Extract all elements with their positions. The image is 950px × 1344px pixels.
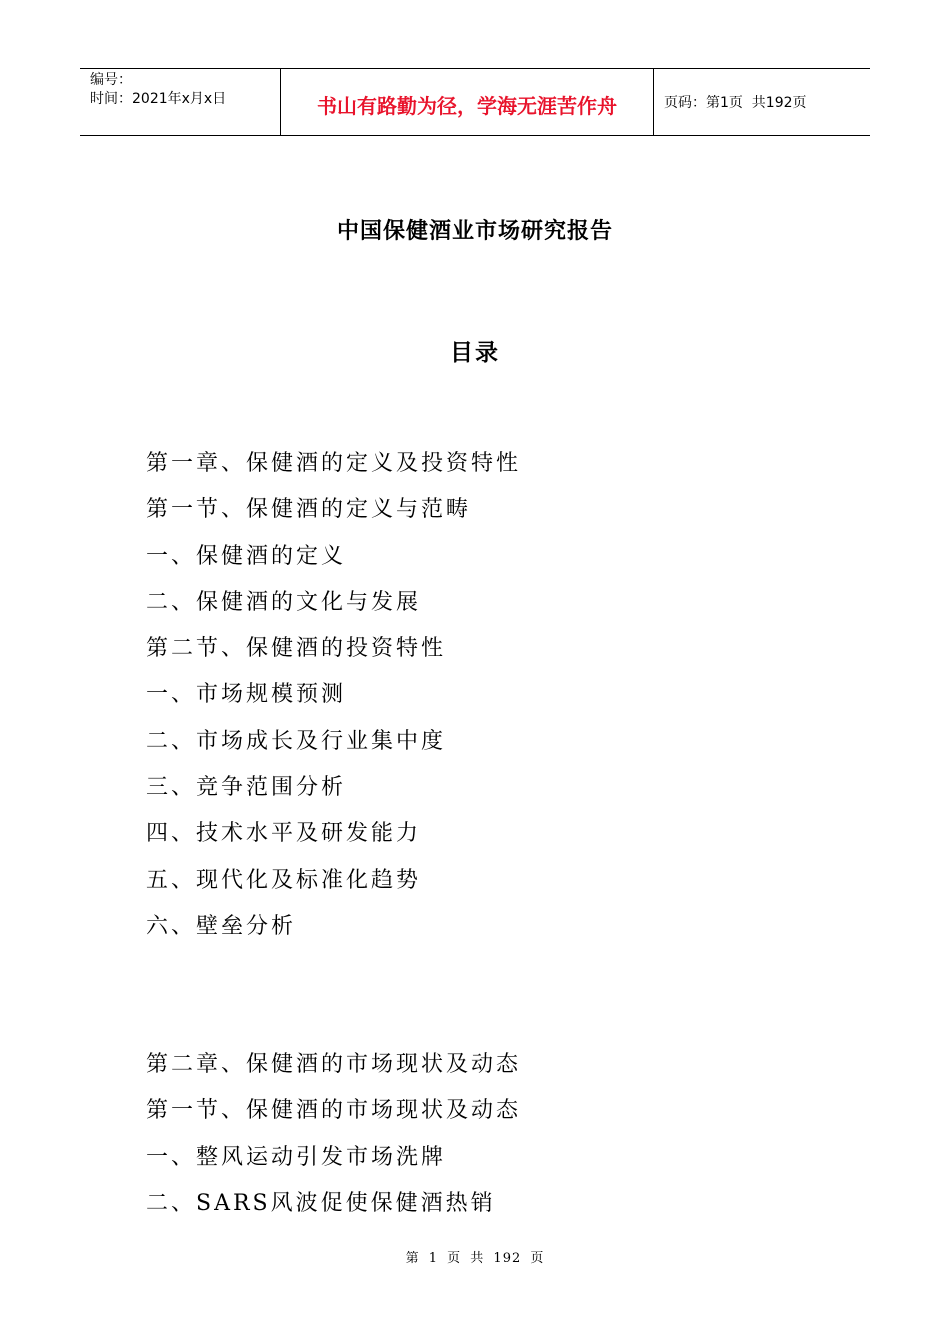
toc-entry: 第一章、保健酒的定义及投资特性 bbox=[146, 451, 522, 476]
header-page-cell bbox=[654, 69, 870, 135]
document-number-label: 编号： bbox=[90, 72, 132, 88]
header-motto-cell bbox=[281, 69, 654, 135]
page-header-table bbox=[80, 68, 870, 136]
toc-entry: 二、保健酒的文化与发展 bbox=[146, 589, 422, 615]
toc-entry: 第一节、保健酒的市场现状及动态 bbox=[146, 1098, 522, 1124]
toc-list-chapter1 bbox=[146, 446, 521, 955]
header-meta-cell bbox=[80, 69, 281, 135]
document-time-label: 时间：2021年x月x日 bbox=[90, 91, 227, 107]
toc-entry: 六、壁垒分析 bbox=[146, 913, 297, 939]
toc-entry: 二、市场成长及行业集中度 bbox=[146, 728, 447, 754]
page-footer: 第 1 页 共 192 页 bbox=[405, 1251, 545, 1266]
header-page-info: 页码：第1页 共192页 bbox=[664, 95, 807, 111]
toc-entry: 第一节、保健酒的定义与范畴 bbox=[146, 497, 472, 523]
toc-entry: 第二节、保健酒的投资特性 bbox=[146, 636, 447, 662]
toc-entry: 一、保健酒的定义 bbox=[146, 543, 347, 569]
toc-list-chapter2 bbox=[146, 1047, 521, 1232]
toc-entry: 一、市场规模预测 bbox=[146, 682, 347, 708]
toc-entry: 二、SARS风波促使保健酒热销 bbox=[146, 1190, 496, 1216]
toc-heading: 目录 bbox=[450, 340, 500, 366]
toc-entry: 四、技术水平及研发能力 bbox=[146, 821, 422, 847]
header-motto: 书山有路勤为径，学海无涯苦作舟 bbox=[317, 93, 617, 118]
document-title: 中国保健酒业市场研究报告 bbox=[336, 219, 613, 244]
toc-entry: 三、竞争范围分析 bbox=[146, 775, 347, 801]
toc-entry: 一、整风运动引发市场洗牌 bbox=[146, 1144, 447, 1170]
toc-entry: 第二章、保健酒的市场现状及动态 bbox=[146, 1052, 522, 1077]
toc-entry: 五、现代化及标准化趋势 bbox=[146, 867, 422, 893]
